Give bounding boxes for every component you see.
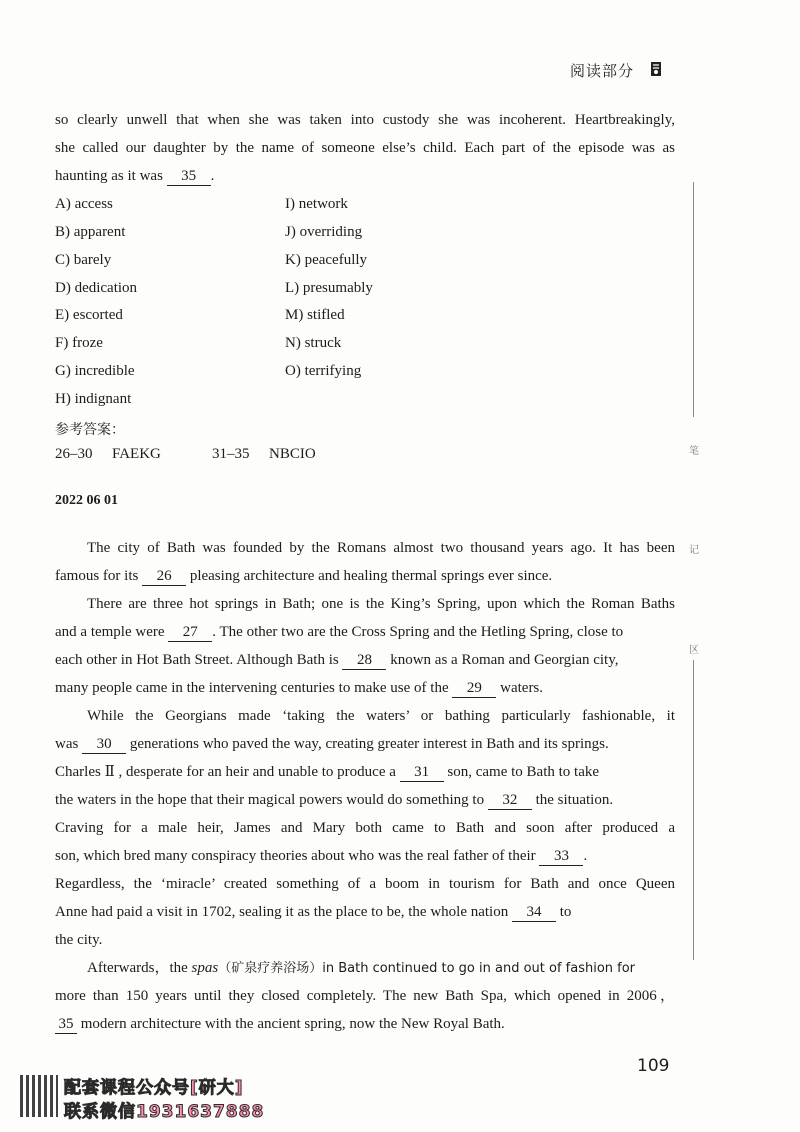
option-item: H) indignant (55, 391, 132, 407)
option-item: B) apparent (55, 224, 126, 240)
text-line: she called our daughter by the name of someone else’s child. Each part of the episode was as (55, 140, 675, 156)
text-line: more than 150 years until they closed completely. The new Bath Spa, which opened in 2006， (55, 988, 675, 1004)
text-fragment: many people came in the intervening centuries to make use of the (55, 680, 449, 696)
margin-label: 区 (689, 645, 699, 656)
text-line: Craving for a male heir, James and Mary both came to Bath and soon after produced a (55, 820, 675, 836)
text-line: Regardless, the ‘miracle’ created something of a boom in tourism for Bath and once Queen (55, 876, 675, 892)
option-item: D) dedication (55, 280, 138, 296)
text-fragment: each other in Hot Bath Street. Although Bath is (55, 652, 339, 668)
text-line (55, 702, 675, 730)
text-line (55, 730, 675, 758)
text-line (55, 898, 675, 926)
text-fragment: There are three hot springs in Bath; one is the King’s Spring, upon which the Roman Baths (87, 596, 675, 612)
option-item: N) struck (285, 335, 342, 351)
answer-blank: 35 (55, 1015, 77, 1034)
margin-rule (693, 182, 694, 417)
running-header: 阅读部分 (570, 62, 635, 80)
text-fragment: known as a Roman and Georgian city, (390, 652, 619, 668)
text-fragment: the situation. (535, 792, 614, 808)
answer-blank: 33 (539, 847, 583, 866)
text-fragment: （矿泉疗养浴场）in Bath continued to go in and out of fashion for (218, 961, 636, 976)
text-fragment: pleasing architecture and healing thermal springs ever since. (189, 568, 553, 584)
answer-blank: 28 (342, 651, 386, 670)
text-fragment: Afterwards，the (87, 960, 188, 976)
option-item: K) peacefully (285, 252, 368, 268)
text-line (55, 1010, 675, 1038)
text-fragment: haunting as it was (55, 168, 163, 184)
text-fragment: was (55, 736, 79, 752)
passage (55, 534, 675, 1038)
text-fragment: and a temple were (55, 624, 165, 640)
option-item: O) terrifying (285, 363, 362, 379)
text-line: the city. (55, 932, 103, 948)
text-line (55, 842, 675, 870)
answer-range: 31–35 (212, 446, 250, 462)
answer-range: 26–30 (55, 446, 93, 462)
text-line (55, 674, 675, 702)
option-item: C) barely (55, 252, 112, 268)
text-fragment: waters. (500, 680, 544, 696)
text-line (55, 534, 675, 562)
margin-label: 笔 (689, 446, 699, 457)
text-emphasis: spas (191, 960, 219, 976)
text-fragment: The city of Bath was founded by the Romans almost two thousand years ago. It has been (87, 540, 675, 556)
option-item: F) froze (55, 335, 103, 351)
answer-value: FAEKG (112, 446, 161, 462)
text-fragment: While the Georgians made ‘taking the waters’ or bathing particularly fashionable, it (87, 708, 675, 724)
qr-code-icon (20, 1075, 58, 1117)
answer-blank: 34 (512, 903, 556, 922)
text-line (55, 954, 675, 982)
option-item: J) overriding (285, 224, 363, 240)
text-line (55, 618, 675, 646)
text-line (55, 590, 675, 618)
text-fragment: the waters in the hope that their magical powers would do something to (55, 792, 485, 808)
footer-watermark-line2: 联系微信1931637888 (64, 1102, 265, 1122)
text-fragment: modern architecture with the ancient spring, now the New Royal Bath. (80, 1016, 505, 1032)
answer-blank: 35 (167, 167, 211, 186)
text-fragment: son, which bred many conspiracy theories about who was the real father of their (55, 848, 536, 864)
option-item: E) escorted (55, 307, 123, 323)
option-item: A) access (55, 196, 113, 212)
page-number: 109 (637, 1056, 670, 1076)
text-line (55, 786, 675, 814)
answer-blank: 32 (488, 791, 532, 810)
answer-blank: 30 (82, 735, 126, 754)
text-fragment: . (210, 168, 215, 184)
text-line (55, 562, 675, 590)
section-title: 2022 06 01 (55, 493, 118, 508)
book-icon (648, 60, 664, 78)
text-fragment: . (583, 848, 588, 864)
text-fragment: Charles Ⅱ , desperate for an heir and unable to produce a (55, 764, 396, 780)
text-line (55, 162, 675, 190)
option-item: L) presumably (285, 280, 373, 296)
text-fragment: Anne had paid a visit in 1702, sealing it as the place to be, the whole nation (55, 904, 509, 920)
footer-watermark-line1: 配套课程公众号[研大] (64, 1078, 244, 1098)
answer-value: NBCIO (269, 446, 316, 462)
text-fragment: famous for its (55, 568, 139, 584)
text-fragment: son, came to Bath to take (447, 764, 600, 780)
text-fragment: to (559, 904, 572, 920)
margin-rule (693, 660, 694, 960)
option-item: M) stifled (285, 307, 345, 323)
option-item: I) network (285, 196, 348, 212)
text-line: so clearly unwell that when she was taken into custody she was incoherent. Heartbreakingly, (55, 112, 675, 128)
top-paragraph (55, 106, 675, 190)
margin-label: 记 (689, 545, 699, 556)
answer-label: 参考答案： (55, 422, 125, 438)
text-fragment: generations who paved the way, creating greater interest in Bath and its springs. (129, 736, 609, 752)
answer-blank: 31 (400, 763, 444, 782)
option-item: G) incredible (55, 363, 135, 379)
text-line (55, 646, 675, 674)
answer-blank: 27 (168, 623, 212, 642)
text-line (55, 758, 675, 786)
answer-blank: 26 (142, 567, 186, 586)
text-fragment: . The other two are the Cross Spring and the Hetling Spring, close to (212, 624, 624, 640)
answer-blank: 29 (452, 679, 496, 698)
